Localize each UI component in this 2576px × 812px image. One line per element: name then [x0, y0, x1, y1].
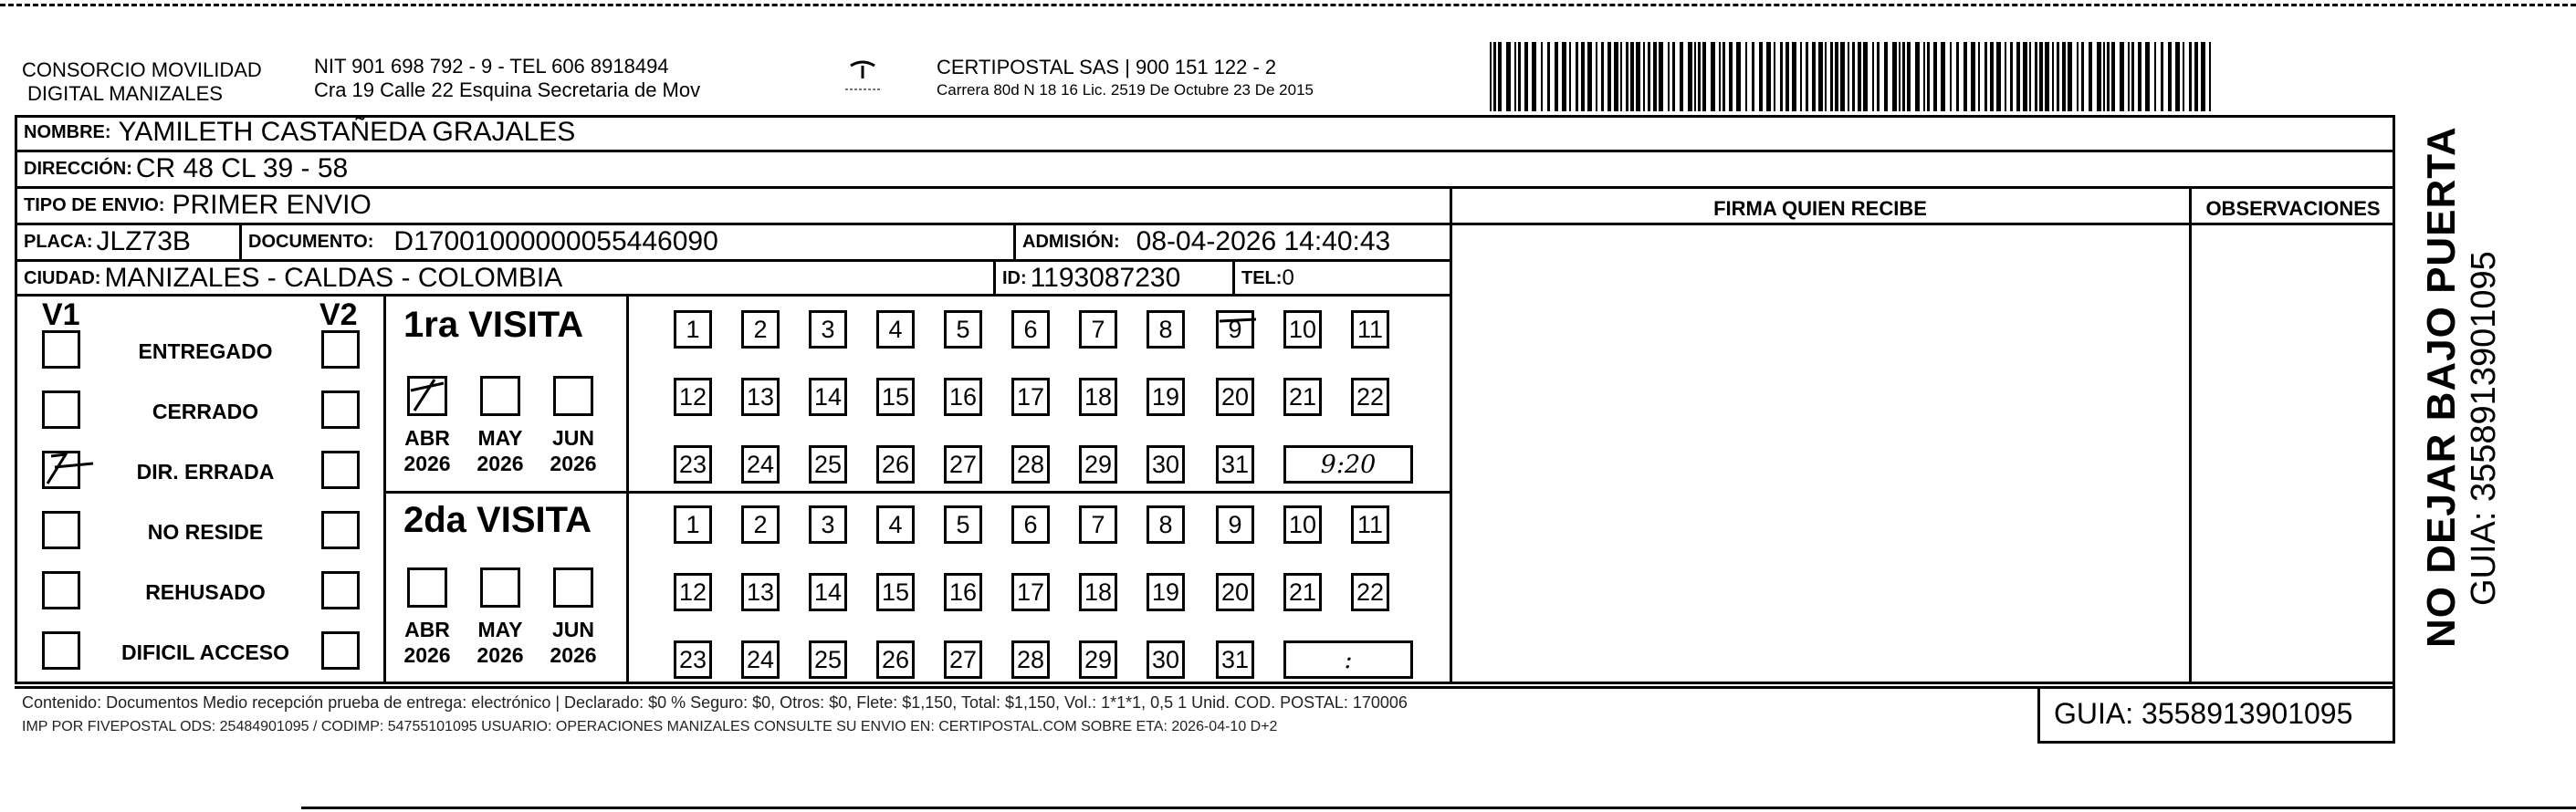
col-line [2037, 686, 2040, 743]
month-label: JUN 2026 [550, 426, 597, 475]
day-checkbox-1[interactable]: 1 [674, 505, 712, 544]
courier-line2: Carrera 80d N 18 16 Lic. 2519 De Octubre 23 De 2015 [937, 81, 1314, 99]
tipo-row [18, 188, 372, 223]
day-checkbox-25[interactable]: 25 [809, 640, 847, 679]
status-option-label: ENTREGADO [138, 339, 273, 363]
day-checkbox-13[interactable]: 13 [741, 378, 780, 416]
ciudad-label: CIUDAD: [24, 267, 101, 288]
v2-checkbox-dificil-acceso[interactable] [321, 631, 360, 670]
day-checkbox-11[interactable]: 11 [1351, 310, 1389, 349]
month-label: MAY 2026 [476, 618, 524, 667]
day-checkbox-19[interactable]: 19 [1147, 378, 1185, 416]
day-checkbox-21[interactable]: 21 [1283, 378, 1322, 416]
day-checkbox-28[interactable]: 28 [1011, 445, 1050, 484]
v1-checkbox-entregado[interactable] [42, 330, 80, 369]
direccion-row [18, 151, 348, 186]
col-line [1450, 186, 1452, 684]
day-checkbox-23[interactable]: 23 [674, 640, 712, 679]
observaciones-label: OBSERVACIONES [2205, 197, 2381, 220]
visit-time-field[interactable]: 9:20 [1283, 445, 1413, 484]
col-line [993, 261, 996, 294]
firma-label: FIRMA QUIEN RECIBE [1713, 197, 1927, 220]
month-checkbox-may[interactable] [480, 376, 520, 416]
day-checkbox-3[interactable]: 3 [809, 505, 847, 544]
col-line [239, 224, 242, 259]
day-checkbox-2[interactable]: 2 [741, 505, 780, 544]
v2-checkbox-rehusado[interactable] [321, 571, 360, 609]
v2-label: V2 [319, 297, 358, 332]
day-checkbox-11[interactable]: 11 [1351, 505, 1389, 544]
placa-label: PLACA: [24, 231, 93, 252]
day-checkbox-30[interactable]: 30 [1147, 445, 1185, 484]
day-checkbox-26[interactable]: 26 [876, 640, 915, 679]
day-checkbox-5[interactable]: 5 [944, 505, 982, 544]
day-checkbox-20[interactable]: 20 [1216, 378, 1254, 416]
day-checkbox-6[interactable]: 6 [1011, 310, 1050, 349]
day-checkbox-30[interactable]: 30 [1147, 640, 1185, 679]
id-cell [997, 261, 1180, 296]
day-checkbox-17[interactable]: 17 [1011, 573, 1050, 611]
day-checkbox-23[interactable]: 23 [674, 445, 712, 484]
placa-value: JLZ73B [96, 226, 191, 256]
nit-line: NIT 901 698 792 - 9 - TEL 606 8918494 [314, 55, 669, 78]
day-checkbox-7[interactable]: 7 [1079, 310, 1117, 349]
courier-line1: CERTIPOSTAL SAS | 900 151 122 - 2 [937, 56, 1277, 78]
admision-value: 08-04-2026 14:40:43 [1136, 226, 1391, 256]
day-checkbox-26[interactable]: 26 [876, 445, 915, 484]
side-text [2419, 126, 2504, 648]
day-checkbox-4[interactable]: 4 [876, 310, 915, 349]
status-option-label: DIR. ERRADA [136, 460, 275, 484]
v2-checkbox-entregado[interactable] [321, 330, 360, 369]
day-checkbox-20[interactable]: 20 [1216, 573, 1254, 611]
day-checkbox-21[interactable]: 21 [1283, 573, 1322, 611]
nombre-row [18, 115, 575, 150]
day-checkbox-8[interactable]: 8 [1147, 310, 1185, 349]
status-option-label: DIFICIL ACCESO [120, 640, 289, 664]
col-line [383, 491, 1451, 494]
day-checkbox-16[interactable]: 16 [944, 378, 982, 416]
day-checkbox-28[interactable]: 28 [1011, 640, 1050, 679]
day-checkbox-10[interactable]: 10 [1283, 505, 1322, 544]
row-line [15, 186, 2395, 189]
tel-cell [1236, 261, 1294, 296]
direccion-label: DIRECCIÓN: [24, 158, 132, 179]
nombre-label: NOMBRE: [24, 121, 111, 142]
day-checkbox-15[interactable]: 15 [876, 378, 915, 416]
month-label: ABR 2026 [403, 426, 451, 475]
day-checkbox-6[interactable]: 6 [1011, 505, 1050, 544]
day-checkbox-24[interactable]: 24 [741, 640, 780, 679]
bottom-cut-line [301, 807, 2576, 809]
day-checkbox-1[interactable]: 1 [674, 310, 712, 349]
visit-time-field[interactable]: : [1283, 640, 1413, 679]
v1-checkbox-dificil-acceso[interactable] [42, 631, 80, 670]
footer-line2: IMP POR FIVEPOSTAL ODS: 25484901095 / CODIMP: 54755101095 USUARIO: OPERACIONES MANIZALES CONSULTE SU ENVIO EN: CERTIPOSTAL.COM SOBRE ETA: 2026-04-10 D+2 [22, 719, 1278, 734]
admision-cell [1017, 224, 1390, 259]
nombre-value: YAMILETH CASTAÑEDA GRAJALES [118, 117, 576, 147]
month-checkbox-jun[interactable] [553, 376, 593, 416]
address-line: Cra 19 Calle 22 Esquina Secretaria de Mov [314, 78, 701, 101]
status-option-label: CERRADO [152, 400, 259, 423]
month-checkbox-may[interactable] [480, 567, 520, 608]
status-option-label: REHUSADO [145, 580, 266, 604]
footer-guia: GUIA: 3558913901095 [2054, 697, 2353, 730]
day-checkbox-2[interactable]: 2 [741, 310, 780, 349]
side-guia: GUIA: 3558913901095 [2465, 251, 2503, 606]
courier-info [937, 55, 1314, 100]
footer-frame [2393, 684, 2395, 743]
col-line [383, 296, 386, 684]
side-title: NO DEJAR BAJO PUERTA [2419, 126, 2464, 648]
barcode [1490, 42, 2215, 111]
day-checkbox-22[interactable]: 22 [1351, 573, 1389, 611]
day-checkbox-18[interactable]: 18 [1079, 378, 1117, 416]
day-checkbox-16[interactable]: 16 [944, 573, 982, 611]
day-checkbox-25[interactable]: 25 [809, 445, 847, 484]
day-checkbox-9[interactable]: 9 [1216, 310, 1254, 349]
day-checkbox-18[interactable]: 18 [1079, 573, 1117, 611]
id-value: 1193087230 [1030, 263, 1181, 293]
day-checkbox-27[interactable]: 27 [944, 445, 982, 484]
col-line [626, 296, 629, 684]
ciudad-row [18, 261, 562, 296]
day-checkbox-31[interactable]: 31 [1216, 640, 1254, 679]
v1-checkbox-dir-errada[interactable] [42, 451, 80, 489]
v1-label: V1 [42, 297, 80, 332]
day-checkbox-5[interactable]: 5 [944, 310, 982, 349]
month-checkbox-abr[interactable] [407, 376, 447, 416]
tipo-value: PRIMER ENVIO [172, 190, 372, 220]
month-label: ABR 2026 [403, 618, 451, 667]
v1-checkbox-cerrado[interactable] [42, 390, 80, 429]
day-checkbox-3[interactable]: 3 [809, 310, 847, 349]
day-checkbox-8[interactable]: 8 [1147, 505, 1185, 544]
first-visit-title: 1ra VISITA [403, 305, 584, 345]
month-checkbox-jun[interactable] [553, 567, 593, 608]
tel-label: TEL: [1241, 267, 1283, 288]
placa-row [18, 224, 191, 259]
v2-checkbox-cerrado[interactable] [321, 390, 360, 429]
company-line2: DIGITAL MANIZALES [27, 82, 223, 105]
top-cut-line [0, 4, 2576, 6]
day-checkbox-17[interactable]: 17 [1011, 378, 1050, 416]
company-info [314, 55, 700, 102]
day-checkbox-31[interactable]: 31 [1216, 445, 1254, 484]
direccion-value: CR 48 CL 39 - 58 [135, 153, 349, 183]
footer-frame [2037, 741, 2395, 744]
col-line [2189, 186, 2192, 684]
ciudad-value: MANIZALES - CALDAS - COLOMBIA [104, 263, 563, 293]
courier-logo-icon [840, 57, 885, 97]
company-name [22, 58, 262, 106]
month-checkbox-abr[interactable] [407, 567, 447, 608]
day-checkbox-12[interactable]: 12 [674, 378, 712, 416]
v2-checkbox-no-reside[interactable] [321, 511, 360, 549]
day-checkbox-4[interactable]: 4 [876, 505, 915, 544]
day-checkbox-29[interactable]: 29 [1079, 445, 1117, 484]
documento-value: D17001000000055446090 [393, 226, 718, 256]
day-checkbox-7[interactable]: 7 [1079, 505, 1117, 544]
month-label: MAY 2026 [476, 426, 524, 475]
day-checkbox-12[interactable]: 12 [674, 573, 712, 611]
day-checkbox-14[interactable]: 14 [809, 573, 847, 611]
col-line [1013, 224, 1016, 259]
row-line [15, 150, 2395, 152]
id-label: ID: [1002, 267, 1027, 288]
day-checkbox-22[interactable]: 22 [1351, 378, 1389, 416]
v1-checkbox-no-reside[interactable] [42, 511, 80, 549]
day-checkbox-10[interactable]: 10 [1283, 310, 1322, 349]
col-line [1232, 261, 1235, 294]
documento-cell [243, 224, 718, 259]
admision-label: ADMISIÓN: [1022, 231, 1120, 252]
day-checkbox-24[interactable]: 24 [741, 445, 780, 484]
v1-checkbox-rehusado[interactable] [42, 571, 80, 609]
status-option-label: NO RESIDE [147, 520, 264, 544]
day-checkbox-29[interactable]: 29 [1079, 640, 1117, 679]
second-visit-title: 2da VISITA [403, 500, 592, 540]
documento-label: DOCUMENTO: [248, 231, 374, 252]
company-line1: CONSORCIO MOVILIDAD [22, 58, 262, 81]
v2-checkbox-dir-errada[interactable] [321, 451, 360, 489]
footer-line1: Contenido: Documentos Medio recepción prueba de entrega: electrónico | Declarado: $0 % Seguro: $0, Otros: $0, Flete: $1,150, Total: $1,150, Vol.: 1*1*1, 0,5 1 Unid. COD. POSTAL: 170006 [22, 693, 1408, 712]
month-label: JUN 2026 [550, 618, 597, 667]
day-checkbox-9[interactable]: 9 [1216, 505, 1254, 544]
tel-value: 0 [1282, 265, 1294, 290]
day-checkbox-14[interactable]: 14 [809, 378, 847, 416]
day-checkbox-15[interactable]: 15 [876, 573, 915, 611]
day-checkbox-19[interactable]: 19 [1147, 573, 1185, 611]
row-line [1451, 223, 2395, 225]
day-checkbox-13[interactable]: 13 [741, 573, 780, 611]
day-checkbox-27[interactable]: 27 [944, 640, 982, 679]
tipo-label: TIPO DE ENVIO: [24, 194, 165, 215]
